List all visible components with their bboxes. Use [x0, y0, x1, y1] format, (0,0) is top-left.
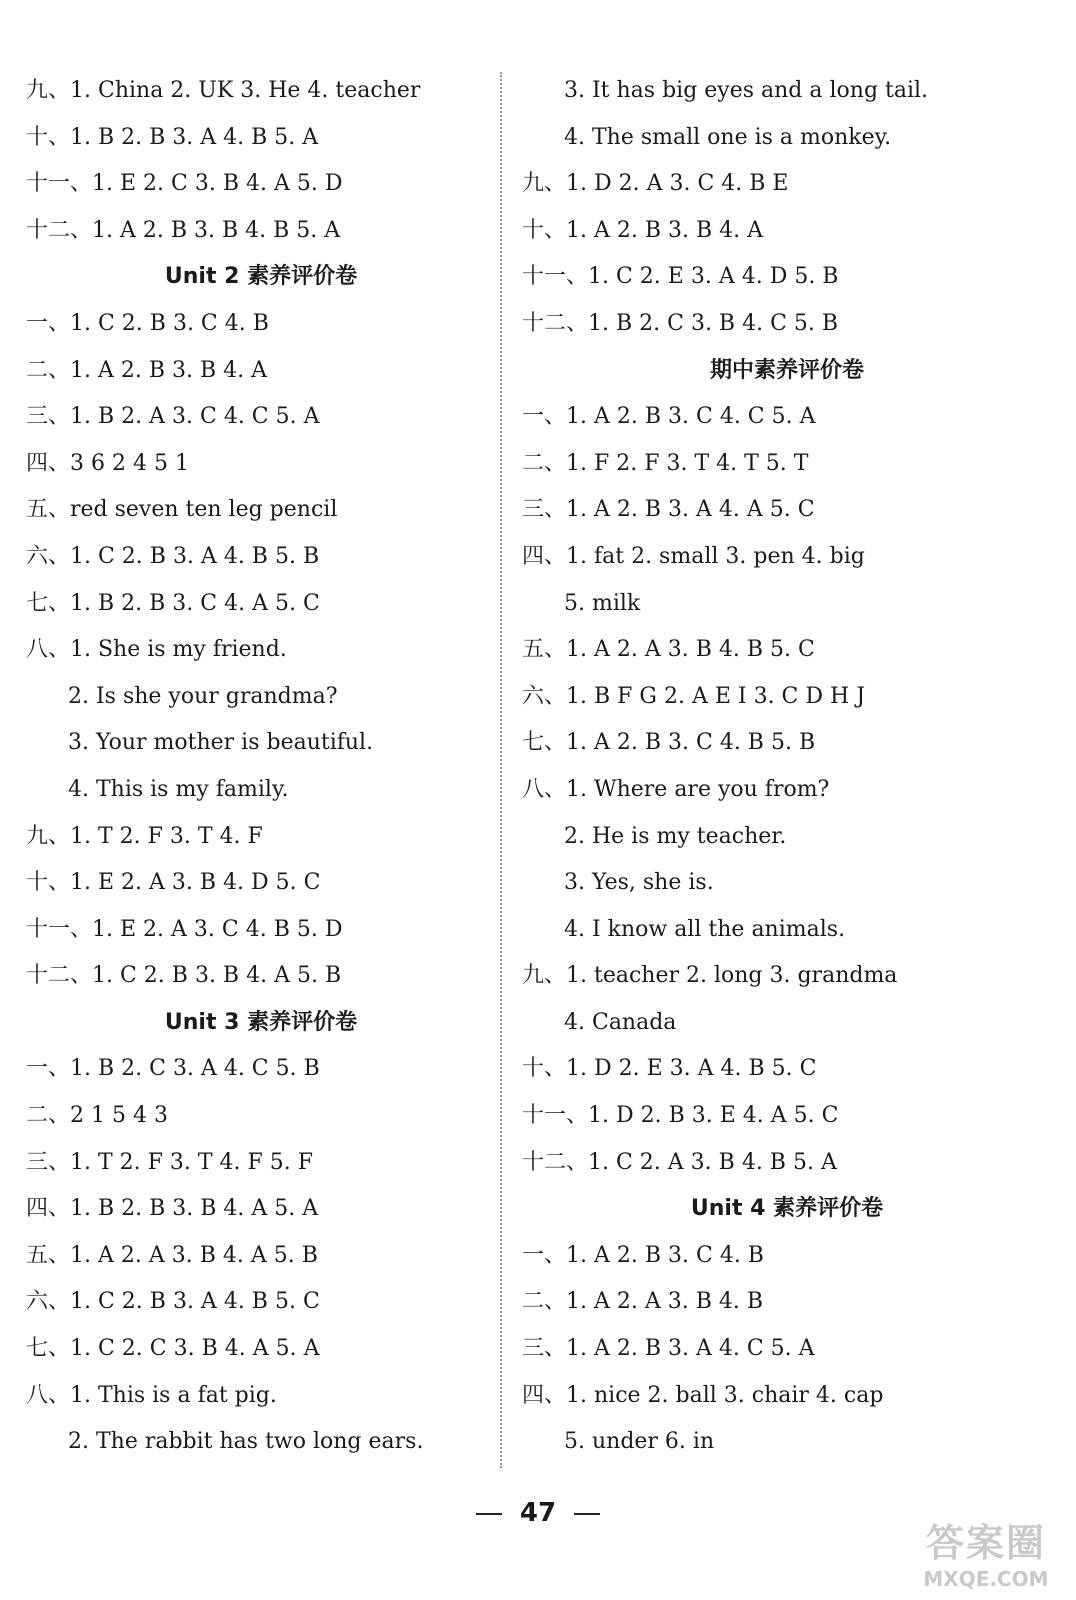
answer-line: 4. The small one is a monkey.: [564, 124, 892, 150]
answer-line: 二、2 1 5 4 3: [26, 1103, 168, 1129]
answer-line: 十、1. B 2. B 3. A 4. B 5. A: [26, 124, 319, 150]
answer-line: 2. The rabbit has two long ears.: [68, 1429, 424, 1455]
answer-line: 七、1. C 2. C 3. B 4. A 5. A: [26, 1336, 320, 1362]
answer-line: 十二、1. C 2. B 3. B 4. A 5. B: [26, 963, 342, 989]
answer-line: 四、3 6 2 4 5 1: [26, 450, 189, 476]
answer-line: 八、1. She is my friend.: [26, 637, 287, 663]
answer-line: 十一、1. E 2. C 3. B 4. A 5. D: [26, 171, 343, 197]
answer-line: 一、1. B 2. C 3. A 4. C 5. B: [26, 1056, 320, 1082]
answer-line: 九、1. T 2. F 3. T 4. F: [26, 823, 263, 849]
answer-line: 5. under 6. in: [564, 1429, 715, 1455]
answer-line: 四、1. nice 2. ball 3. chair 4. cap: [522, 1382, 884, 1408]
answer-line: 五、red seven ten leg pencil: [26, 497, 338, 523]
answer-line: 十二、1. B 2. C 3. B 4. C 5. B: [522, 310, 839, 336]
answer-line: 十、1. E 2. A 3. B 4. D 5. C: [26, 870, 321, 896]
answer-line: 六、1. B F G 2. A E I 3. C D H J: [522, 683, 866, 709]
answer-line: 五、1. A 2. A 3. B 4. B 5. C: [522, 637, 815, 663]
section-heading: Unit 3 素养评价卷: [164, 1009, 358, 1035]
answer-line: 三、1. B 2. A 3. C 4. C 5. A: [26, 404, 320, 430]
section-heading: Unit 2 素养评价卷: [164, 264, 358, 290]
footer-dash-right: [574, 1513, 600, 1515]
answer-line: 十、1. D 2. E 3. A 4. B 5. C: [522, 1056, 817, 1082]
answer-line: 3. Your mother is beautiful.: [68, 730, 374, 756]
answer-line: 二、1. A 2. A 3. B 4. B: [522, 1289, 764, 1315]
answer-line: 十、1. A 2. B 3. B 4. A: [522, 217, 764, 243]
footer-dash-left: [476, 1513, 502, 1515]
answer-line: 九、1. D 2. A 3. C 4. B E: [522, 171, 789, 197]
answer-line: 九、1. China 2. UK 3. He 4. teacher: [26, 78, 421, 103]
answer-line: 一、1. C 2. B 3. C 4. B: [26, 310, 269, 336]
answer-column-right: [522, 68, 1052, 1466]
answer-line: 二、1. F 2. F 3. T 4. T 5. T: [522, 450, 809, 476]
section-heading: Unit 4 素养评价卷: [690, 1196, 884, 1222]
answer-line: 2. Is she your grandma?: [68, 683, 338, 709]
watermark-text-bottom: MXQE.COM: [923, 1567, 1049, 1591]
answer-line: 一、1. A 2. B 3. C 4. C 5. A: [522, 404, 816, 430]
answer-line: 十二、1. C 2. A 3. B 4. B 5. A: [522, 1149, 837, 1175]
answer-line: 八、1. This is a fat pig.: [26, 1382, 277, 1408]
section-heading: 期中素养评价卷: [709, 357, 864, 383]
answer-line: 八、1. Where are you from?: [522, 776, 830, 802]
answer-line: 五、1. A 2. A 3. B 4. A 5. B: [26, 1242, 318, 1268]
answer-line: 九、1. teacher 2. long 3. grandma: [522, 963, 898, 989]
answer-line: 十一、1. C 2. E 3. A 4. D 5. B: [522, 264, 839, 290]
answer-line: 四、1. B 2. B 3. B 4. A 5. A: [26, 1196, 319, 1222]
watermark-logo: [906, 1512, 1066, 1592]
answer-line: 三、1. A 2. B 3. A 4. C 5. A: [522, 1336, 815, 1362]
answer-line: 十二、1. A 2. B 3. B 4. B 5. A: [26, 217, 341, 243]
watermark-text-top: 答案圈: [925, 1521, 1046, 1565]
answer-line: 十一、1. D 2. B 3. E 4. A 5. C: [522, 1103, 839, 1129]
answer-line: 4. This is my family.: [68, 776, 289, 802]
answer-line: 六、1. C 2. B 3. A 4. B 5. B: [26, 543, 320, 569]
column-divider: [500, 72, 502, 1468]
answer-line: 六、1. C 2. B 3. A 4. B 5. C: [26, 1289, 320, 1315]
answer-line: 5. milk: [564, 590, 641, 616]
page-number: 47: [519, 1498, 557, 1528]
answer-line: 3. It has big eyes and a long tail.: [564, 78, 929, 103]
answer-line: 七、1. B 2. B 3. C 4. A 5. C: [26, 590, 320, 616]
answer-column-left: [26, 68, 496, 1466]
answer-line: 三、1. A 2. B 3. A 4. A 5. C: [522, 497, 815, 523]
answer-line: 三、1. T 2. F 3. T 4. F 5. F: [26, 1149, 314, 1175]
answer-line: 四、1. fat 2. small 3. pen 4. big: [522, 543, 865, 569]
answer-line: 七、1. A 2. B 3. C 4. B 5. B: [522, 730, 816, 756]
answer-line: 二、1. A 2. B 3. B 4. A: [26, 357, 268, 383]
answer-line: 2. He is my teacher.: [564, 823, 787, 849]
answer-line: 4. I know all the animals.: [564, 916, 846, 942]
answer-line: 4. Canada: [564, 1009, 677, 1035]
answer-line: 3. Yes, she is.: [564, 870, 714, 896]
answer-line: 十一、1. E 2. A 3. C 4. B 5. D: [26, 916, 343, 942]
answer-line: 一、1. A 2. B 3. C 4. B: [522, 1242, 764, 1268]
